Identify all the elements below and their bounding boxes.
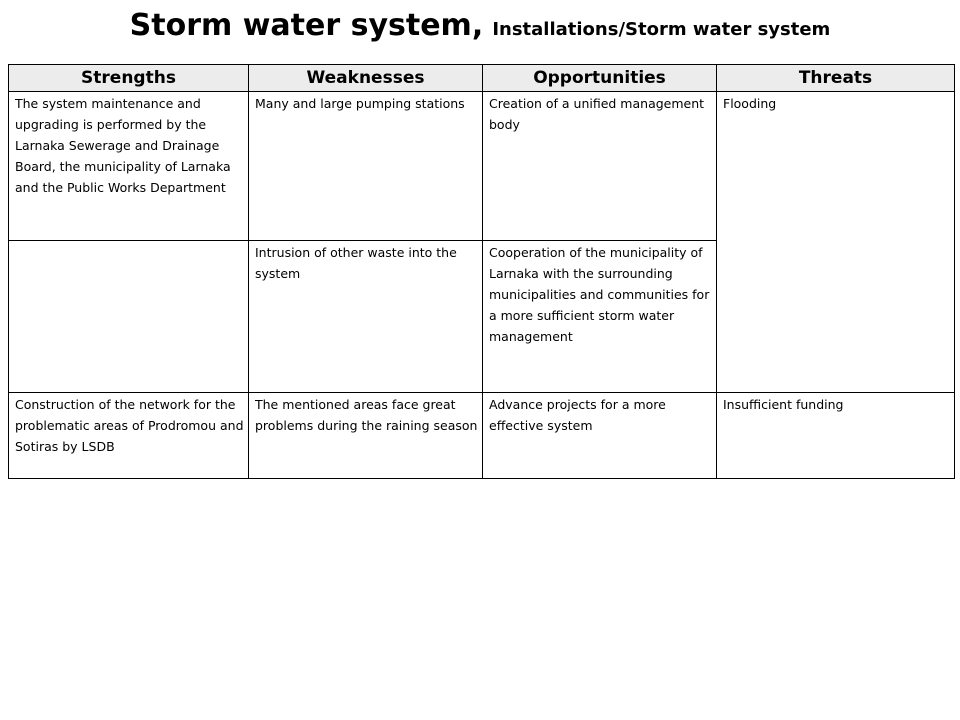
cell-strengths: Construction of the network for the problematic areas of Prodromou and Sotiras by LSDB: [9, 393, 249, 479]
header-threats: Threats: [717, 65, 955, 92]
cell-threats: Flooding: [717, 92, 955, 393]
table-header-row: [9, 65, 955, 92]
cell-weaknesses: Intrusion of other waste into the system: [249, 241, 483, 393]
table-row: [9, 393, 955, 479]
title-subtitle: Installations/Storm water system: [492, 19, 831, 40]
title-main: Storm water system,: [129, 8, 484, 43]
cell-opportunities: Creation of a unified management body: [483, 92, 717, 241]
cell-strengths: [9, 241, 249, 393]
header-strengths: Strengths: [9, 65, 249, 92]
header-weaknesses: Weaknesses: [249, 65, 483, 92]
cell-weaknesses: Many and large pumping stations: [249, 92, 483, 241]
page-title: [0, 8, 960, 43]
cell-opportunities: Cooperation of the municipality of Larnaka with the surrounding municipalities and communities for a more sufficient storm water management: [483, 241, 717, 393]
cell-weaknesses: The mentioned areas face great problems during the raining season: [249, 393, 483, 479]
header-opportunities: Opportunities: [483, 65, 717, 92]
cell-threats: Insufficient funding: [717, 393, 955, 479]
swot-table: [8, 64, 955, 479]
cell-strengths: The system maintenance and upgrading is performed by the Larnaka Sewerage and Drainage Board, the municipality of Larnaka and the Public Works Department: [9, 92, 249, 241]
cell-opportunities: Advance projects for a more effective system: [483, 393, 717, 479]
table-row: [9, 92, 955, 241]
